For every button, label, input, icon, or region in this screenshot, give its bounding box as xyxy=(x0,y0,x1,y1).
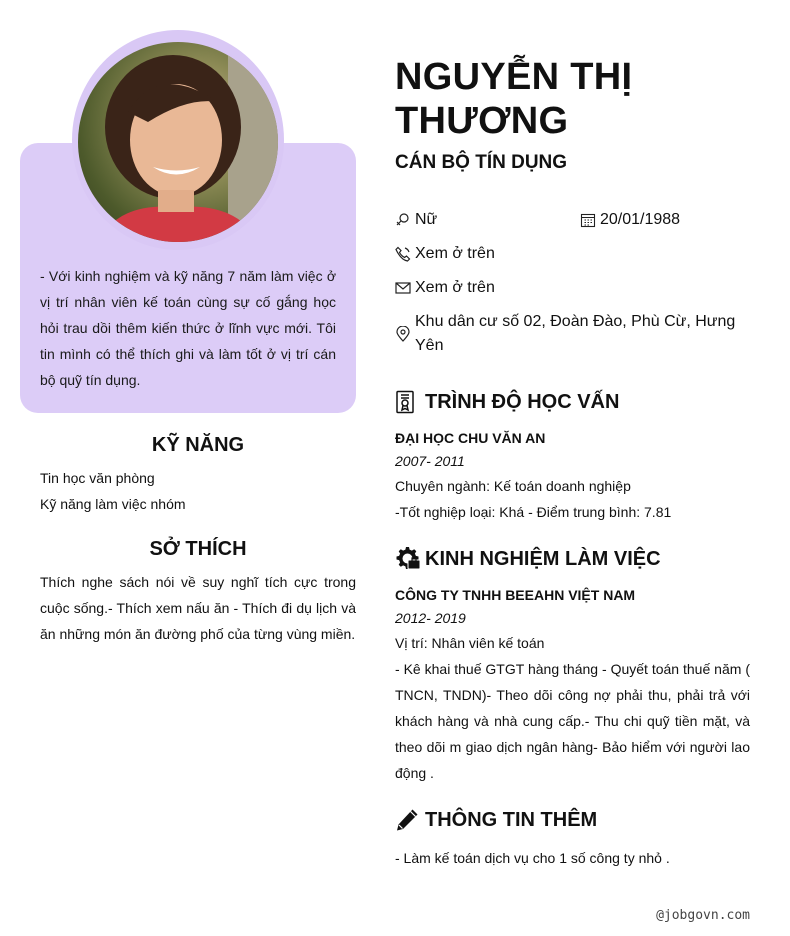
summary-text: - Với kinh nghiệm và kỹ năng 7 năm làm việc ở vị trí nhân viên kế toán cùng sự cố gắng học hỏi trau dồi thêm kiến thức ở lĩnh vực mới. Tôi tin mình có thể thích ghi và làm tốt ở vị trí cán bộ quỹ tín dụng. xyxy=(40,268,336,388)
location-pin-icon xyxy=(395,310,415,358)
experience-title: KINH NGHIỆM LÀM VIỆC xyxy=(425,547,661,570)
education-grade: -Tốt nghiệp loại: Khá - Điểm trung bình: 7.81 xyxy=(395,504,672,520)
skills-list xyxy=(40,465,356,517)
experience-heading xyxy=(395,546,661,572)
additional-title: THÔNG TIN THÊM xyxy=(425,808,598,831)
job-title: CÁN BỘ TÍN DỤNG xyxy=(395,152,568,173)
phone-value: Xem ở trên xyxy=(415,245,495,262)
mail-icon xyxy=(395,276,415,300)
skills-heading: KỸ NĂNG xyxy=(151,434,245,456)
gear-briefcase-icon xyxy=(395,546,425,572)
education-major: Chuyên ngành: Kế toán doanh nghiệp xyxy=(395,478,631,494)
additional-heading xyxy=(395,807,597,833)
birthdate-row xyxy=(580,208,680,232)
hobbies-text: Thích nghe sách nói về suy nghĩ tích cực trong cuộc sống.- Thích xem nấu ăn - Thích đi dụ lịch và ăn những món ăn đường phố của từng vùng miền. xyxy=(40,574,356,642)
address-row xyxy=(395,310,750,358)
education-heading xyxy=(395,389,619,415)
experience-period: 2012- 2019 xyxy=(395,610,466,626)
watermark: @jobgovn.com xyxy=(656,908,750,923)
additional-text: - Làm kế toán dịch vụ cho 1 số công ty nhỏ . xyxy=(395,850,670,866)
calendar-icon xyxy=(580,208,600,232)
experience-description: - Kê khai thuế GTGT hàng tháng - Quyết toán thuế năm ( TNCN, TNDN)- Theo dõi công nợ phải thu, phải trả với khách hàng và nhà cung cấp.- Thu chi quỹ tiền mặt, và theo dõi m giao dịch ngân hàng- Bảo hiểm với người lao động . xyxy=(395,661,750,781)
experience-position: Vị trí: Nhân viên kế toán xyxy=(395,635,545,651)
list-item: Kỹ năng làm việc nhóm xyxy=(40,496,186,512)
certificate-icon xyxy=(395,389,425,415)
school-name: ĐẠI HỌC CHU VĂN AN xyxy=(395,430,546,446)
phone-row xyxy=(395,242,495,266)
gender-value: Nữ xyxy=(415,211,438,228)
avatar-portrait xyxy=(78,42,278,242)
birthdate-value: 20/01/1988 xyxy=(600,211,681,228)
company-name: CÔNG TY TNHH BEEAHN VIỆT NAM xyxy=(395,587,636,603)
candidate-name: NGUYỄN THỊ THƯƠNG xyxy=(395,56,633,142)
education-period: 2007- 2011 xyxy=(395,453,465,469)
email-value: Xem ở trên xyxy=(415,279,495,296)
avatar xyxy=(78,42,278,242)
address-value: Khu dân cư số 02, Đoàn Đào, Phù Cừ, Hưng Yên xyxy=(415,313,736,354)
pencil-icon xyxy=(395,807,425,833)
email-row xyxy=(395,276,495,300)
education-title: TRÌNH ĐỘ HỌC VẤN xyxy=(425,390,620,413)
phone-icon xyxy=(395,242,415,266)
hobbies-heading: SỞ THÍCH xyxy=(149,538,247,560)
list-item: Tin học văn phòng xyxy=(40,470,155,486)
gender-row xyxy=(395,208,437,232)
gender-icon xyxy=(395,208,415,232)
